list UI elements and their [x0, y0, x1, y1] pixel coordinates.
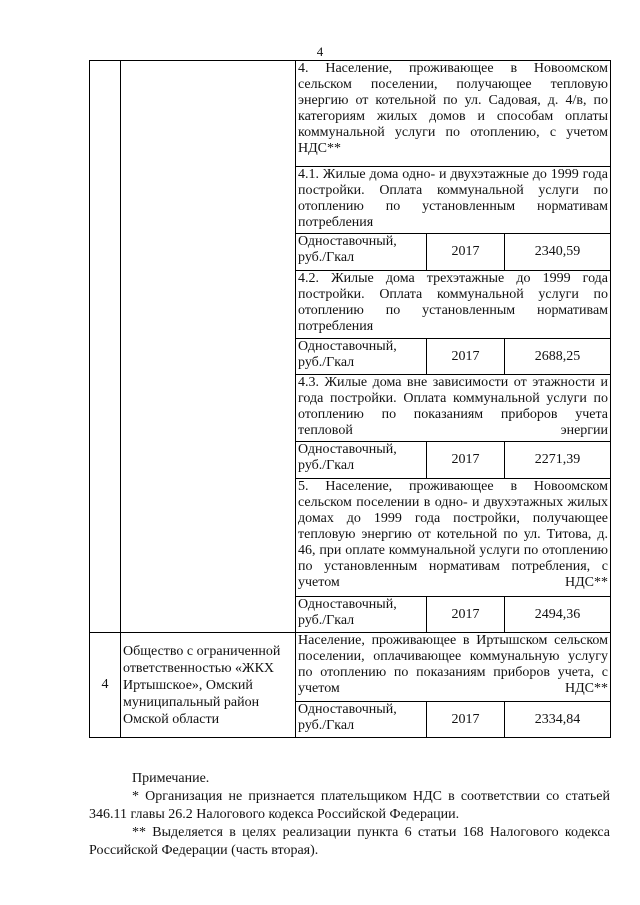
- value-cell: 2334,84: [505, 702, 611, 738]
- org-cell-empty: [121, 61, 296, 633]
- year-cell: 2017: [427, 234, 505, 271]
- tariff-type-cell: Одноставочный, руб./Гкал: [296, 442, 427, 479]
- organization-name: Общество с ограниченной ответственностью «ЖКХ Иртышское», Омский муниципальный район Омской области: [121, 633, 296, 738]
- notes-section: [89, 770, 610, 860]
- year-cell: 2017: [427, 702, 505, 738]
- page-number: 4: [316, 44, 324, 59]
- year-cell: 2017: [427, 442, 505, 479]
- year-cell: 2017: [427, 339, 505, 375]
- tariff-type-cell: Одноставочный, руб./Гкал: [296, 339, 427, 375]
- category-description: 4. Население, проживающее в Новоомском сельском поселении, получающее тепловую энергию от котельной по ул. Садовая, д. 4/в, по категориям жилых домов и способам оплаты коммунальной услуги по отоплению, с учетом НДС**: [296, 61, 611, 167]
- category-description: 4.2. Жилые дома трехэтажные до 1999 года постройки. Оплата коммунальной услуги по отоплению по установленным нормативам потребления: [296, 271, 611, 339]
- category-description: 4.3. Жилые дома вне зависимости от этажности и года постройки. Оплата коммунальной услуги по отоплению по показаниям приборов учета тепловой энергии: [296, 375, 611, 442]
- category-description: Население, проживающее в Иртышском сельском поселении, оплачивающее коммунальную услугу по отоплению по показаниям приборов учета, с учетом НДС**: [296, 633, 611, 702]
- value-cell: 2494,36: [505, 597, 611, 633]
- value-cell: 2340,59: [505, 234, 611, 271]
- category-description: 5. Население, проживающее в Новоомском сельском поселении в одно- и двухэтажных жилых домах до 1999 года постройки, получающее тепловую энергию от котельной по ул. Титова, д. 46, при оплате коммунальной услуги по отоплению по установленным нормативам потребления, с учетом НДС**: [296, 479, 611, 597]
- tariff-type-cell: Одноставочный, руб./Гкал: [296, 597, 427, 633]
- year-cell: 2017: [427, 597, 505, 633]
- value-cell: 2271,39: [505, 442, 611, 479]
- notes-title: Примечание.: [132, 771, 210, 786]
- table-row: [90, 633, 611, 702]
- number-cell-empty: [90, 61, 121, 633]
- row-number: 4: [90, 633, 121, 738]
- note-2: ** Выделяется в целях реализации пункта 6 статьи 168 Налогового кодекса Российской Федерации (часть вторая).: [89, 825, 610, 858]
- tariff-type-cell: Одноставочный, руб./Гкал: [296, 234, 427, 271]
- tariff-table: [89, 60, 611, 738]
- value-cell: 2688,25: [505, 339, 611, 375]
- note-1: * Организация не признается плательщиком НДС в соответствии со статьей 346.11 главы 26.2 Налогового кодекса Российской Федерации.: [89, 789, 610, 822]
- tariff-type-cell: Одноставочный, руб./Гкал: [296, 702, 427, 738]
- table-row: [90, 61, 611, 167]
- category-description: 4.1. Жилые дома одно- и двухэтажные до 1999 года постройки. Оплата коммунальной услуги по отоплению по установленным нормативам потребления: [296, 167, 611, 234]
